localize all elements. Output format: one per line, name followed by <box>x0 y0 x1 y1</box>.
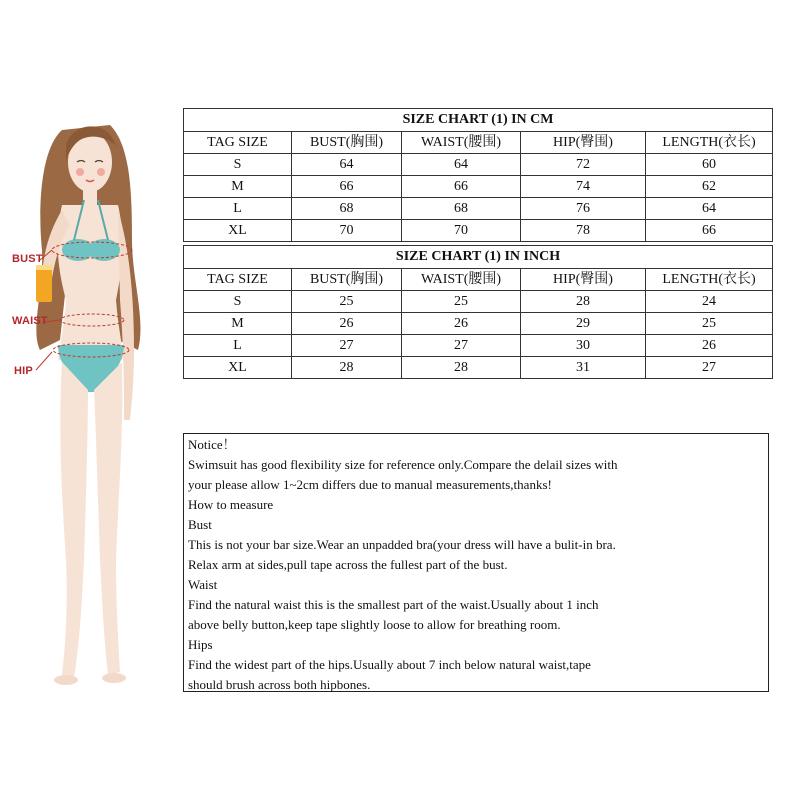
notice-line: Swimsuit has good flexibility size for reference only.Compare the delail sizes with <box>188 457 618 472</box>
table-cell: 24 <box>646 291 773 313</box>
table-cell: 66 <box>646 220 773 242</box>
table-cell: 68 <box>402 198 521 220</box>
table-cell: 26 <box>646 335 773 357</box>
hip-pointer <box>36 352 52 370</box>
header-tag-size: TAG SIZE <box>184 132 292 154</box>
foot-right <box>102 673 126 683</box>
cheek-right <box>97 168 105 176</box>
table-cell: 27 <box>292 335 402 357</box>
table-row <box>184 291 773 313</box>
table-row <box>184 313 773 335</box>
table-cell: 60 <box>646 154 773 176</box>
notice-line: your please allow 1~2cm differs due to manual measurements,thanks! <box>188 477 552 492</box>
table-cell: 64 <box>292 154 402 176</box>
cheek-left <box>76 168 84 176</box>
table-cell: S <box>184 291 292 313</box>
table-cell: 72 <box>521 154 646 176</box>
table-cell: 31 <box>521 357 646 379</box>
notice-line: Find the natural waist this is the smallest part of the waist.Usually about 1 inch <box>188 597 599 612</box>
drink-glass <box>36 268 52 302</box>
neck <box>83 188 97 206</box>
table-cell: 70 <box>292 220 402 242</box>
table-cell: S <box>184 154 292 176</box>
model-illustration <box>0 100 180 700</box>
table-cell: XL <box>184 357 292 379</box>
bust-heading: Bust <box>188 517 212 532</box>
table-cell: XL <box>184 220 292 242</box>
table-cell: M <box>184 313 292 335</box>
size-chart-cm-title: SIZE CHART (1) IN CM <box>184 109 773 132</box>
table-cell: 78 <box>521 220 646 242</box>
waist-label: WAIST <box>12 315 48 327</box>
size-chart-cm <box>183 108 773 242</box>
header-hip: HIP(臀围) <box>521 132 646 154</box>
notice-line: This is not your bar size.Wear an unpadded bra(your dress will have a bulit-in bra. <box>188 537 616 552</box>
bust-label: BUST <box>12 253 43 265</box>
header-waist: WAIST(腰围) <box>402 132 521 154</box>
table-cell: 26 <box>402 313 521 335</box>
leg-right <box>94 362 122 675</box>
how-to-measure-heading: How to measure <box>188 497 274 512</box>
notice-line: should brush across both hipbones. <box>188 677 371 692</box>
header-length: LENGTH(衣长) <box>646 132 773 154</box>
notice-line: Relax arm at sides,pull tape across the fullest part of the bust. <box>188 557 508 572</box>
leg-left <box>60 362 88 678</box>
table-cell: 26 <box>292 313 402 335</box>
hip-label: HIP <box>14 365 33 377</box>
notice-heading: Notice！ <box>188 437 236 452</box>
size-chart-inch <box>183 245 773 379</box>
notice-line: Find the widest part of the hips.Usually about 7 inch below natural waist,tape <box>188 657 591 672</box>
table-cell: 74 <box>521 176 646 198</box>
table-cell: 25 <box>292 291 402 313</box>
table-cell: 27 <box>402 335 521 357</box>
table-cell: 68 <box>292 198 402 220</box>
table-cell: 66 <box>292 176 402 198</box>
table-row <box>184 198 773 220</box>
table-cell: L <box>184 335 292 357</box>
size-chart-inch-title: SIZE CHART (1) IN INCH <box>184 246 773 269</box>
table-cell: 28 <box>402 357 521 379</box>
table-cell: 62 <box>646 176 773 198</box>
table-cell: 27 <box>646 357 773 379</box>
header-bust: BUST(胸围) <box>292 269 402 291</box>
header-length: LENGTH(衣长) <box>646 269 773 291</box>
drink-top <box>36 265 52 270</box>
size-chart-inch-header <box>184 269 773 291</box>
table-cell: L <box>184 198 292 220</box>
notice-box <box>183 433 769 692</box>
hips-heading: Hips <box>188 637 213 652</box>
table-cell: 28 <box>521 291 646 313</box>
table-cell: 64 <box>402 154 521 176</box>
table-row <box>184 154 773 176</box>
table-cell: M <box>184 176 292 198</box>
table-cell: 25 <box>646 313 773 335</box>
foot-left <box>54 675 78 685</box>
header-waist: WAIST(腰围) <box>402 269 521 291</box>
table-cell: 70 <box>402 220 521 242</box>
waist-heading: Waist <box>188 577 218 592</box>
table-row <box>184 176 773 198</box>
table-cell: 28 <box>292 357 402 379</box>
header-hip: HIP(臀围) <box>521 269 646 291</box>
table-row <box>184 335 773 357</box>
table-cell: 29 <box>521 313 646 335</box>
table-row <box>184 357 773 379</box>
notice-line: above belly button,keep tape slightly loose to allow for breathing room. <box>188 617 561 632</box>
table-row <box>184 220 773 242</box>
table-cell: 66 <box>402 176 521 198</box>
table-cell: 25 <box>402 291 521 313</box>
table-cell: 64 <box>646 198 773 220</box>
table-cell: 30 <box>521 335 646 357</box>
header-tag-size: TAG SIZE <box>184 269 292 291</box>
header-bust: BUST(胸围) <box>292 132 402 154</box>
size-chart-cm-header <box>184 132 773 154</box>
table-cell: 76 <box>521 198 646 220</box>
